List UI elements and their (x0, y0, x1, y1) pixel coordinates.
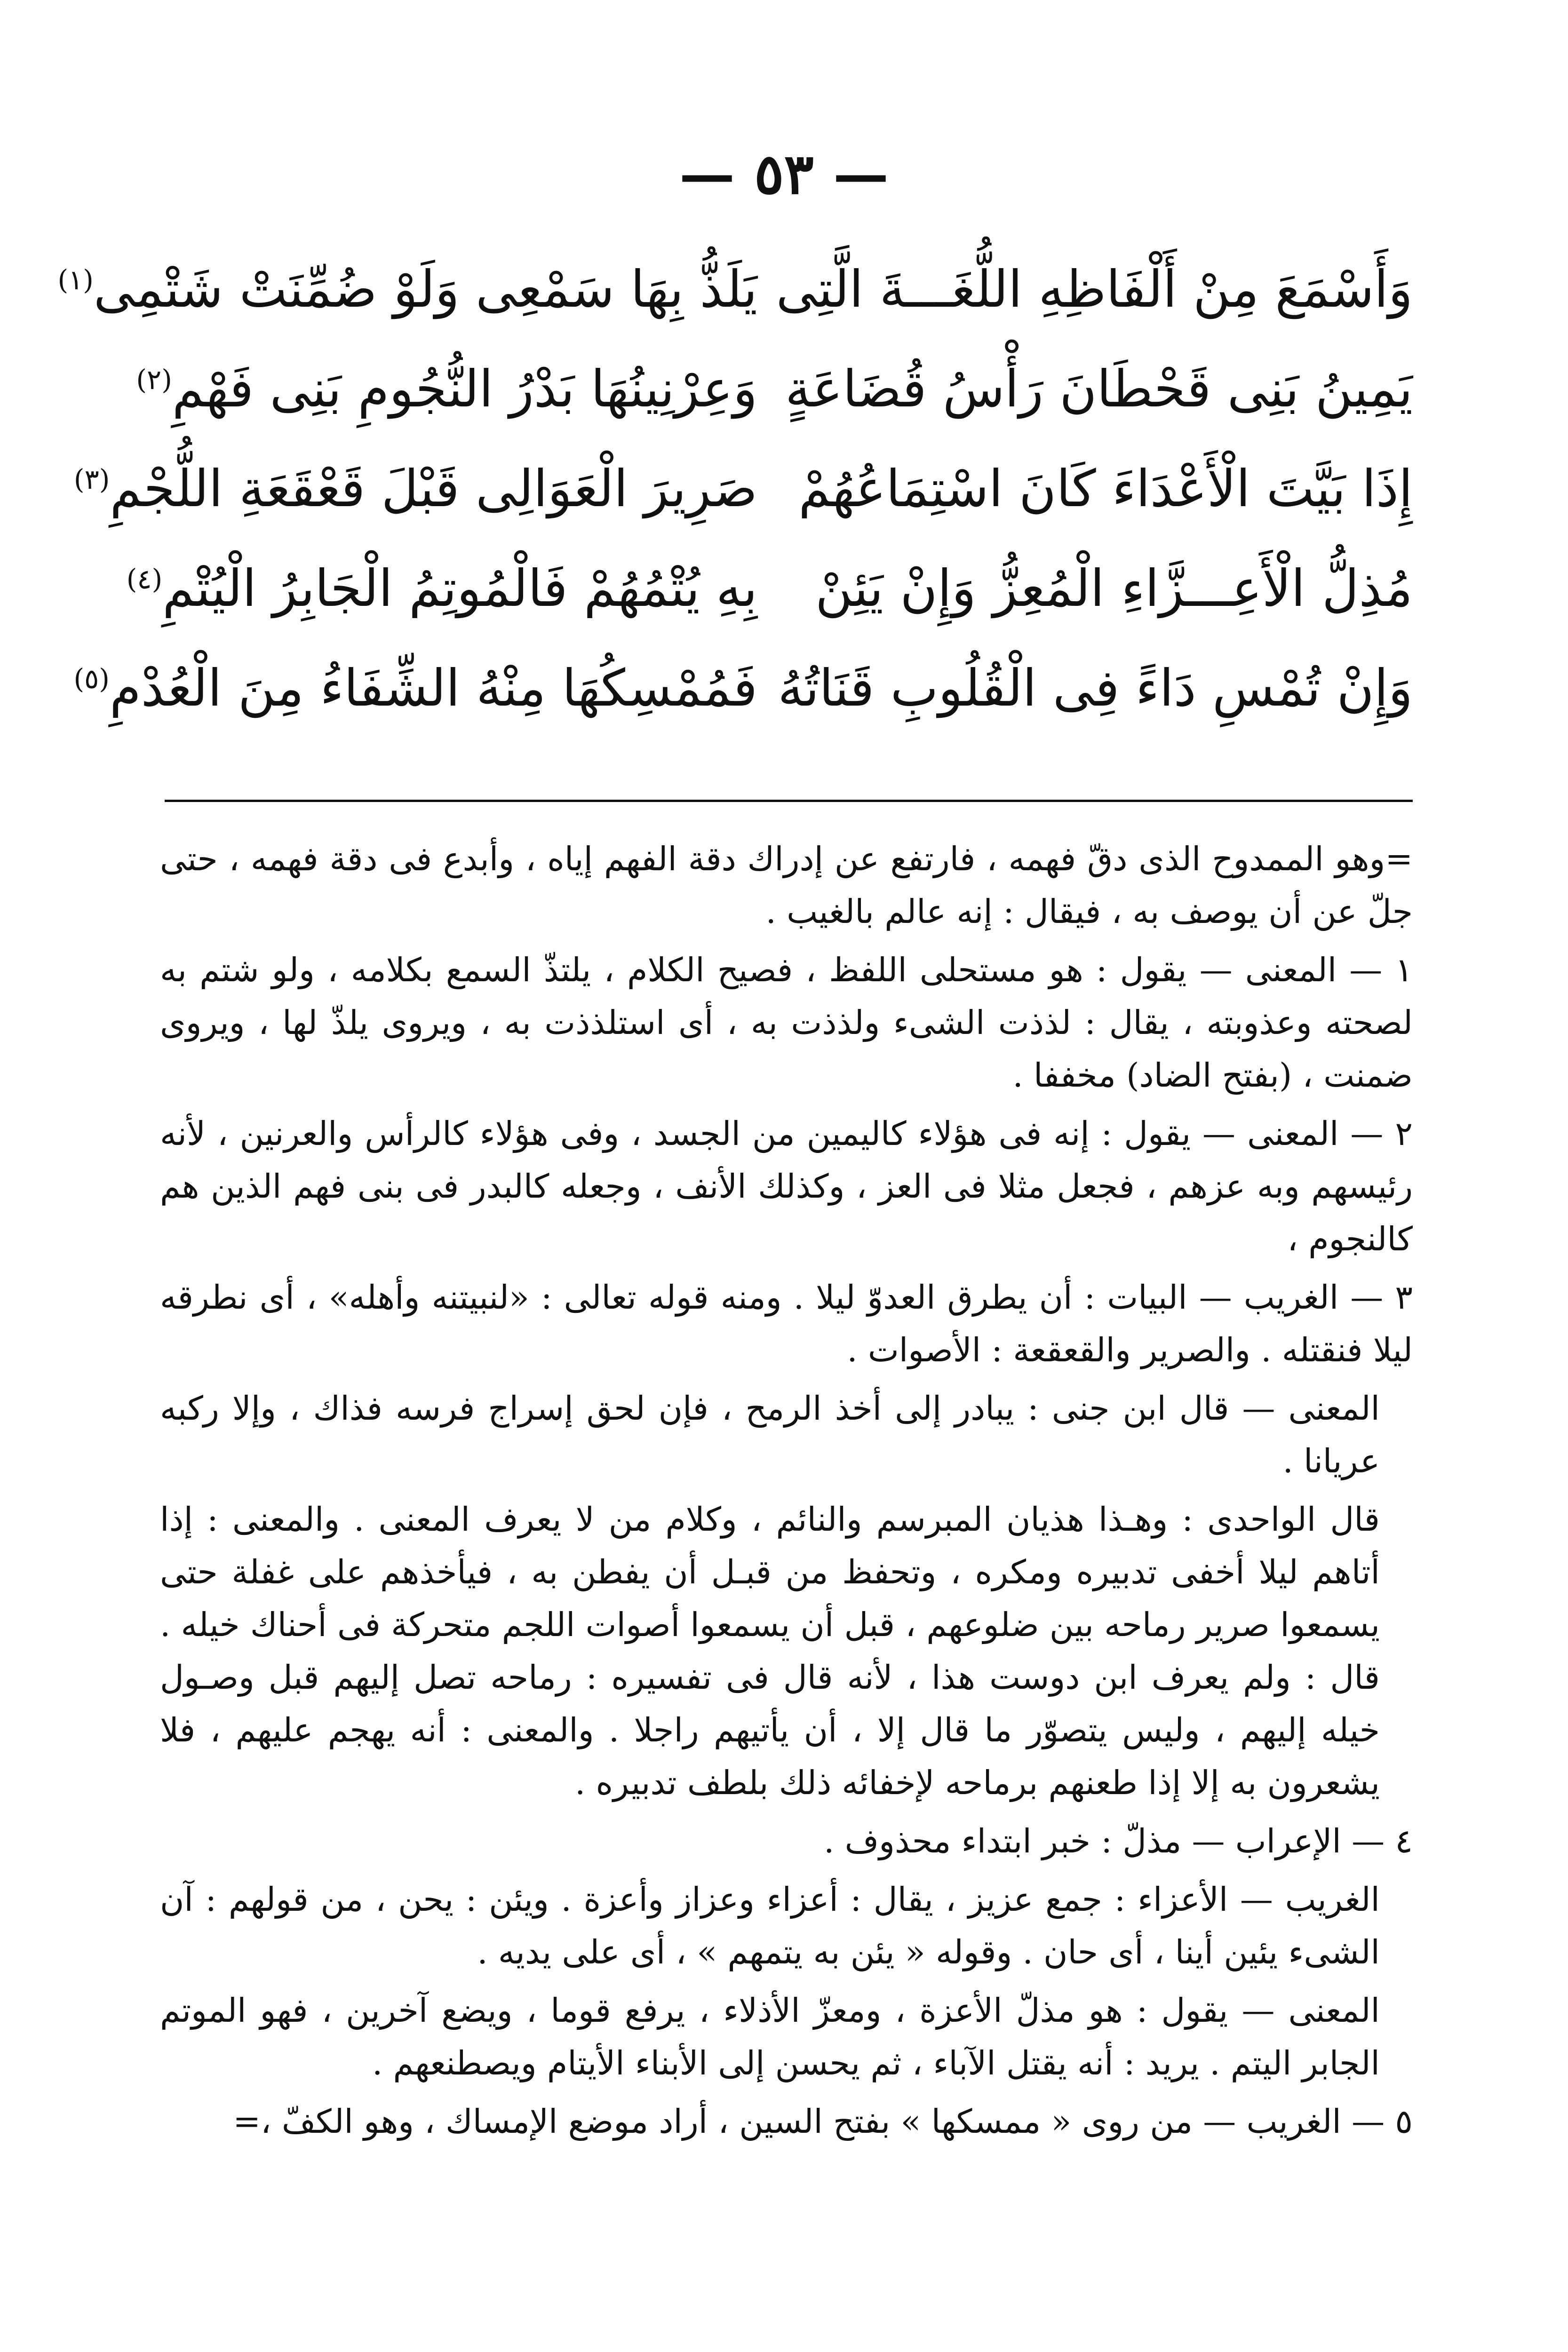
poem-block (57, 240, 1413, 739)
verse-first-hemistich: إِذَا بَيَّتَ الْأَعْدَاءَ كَانَ اسْتِمَاعُهُمْ (798, 460, 1413, 519)
hemistich-text: صَرِيرَ الْعَوَالِى قَبْلَ قَعْقَعَةِ اللُّجْمِ (110, 460, 757, 519)
verse-first-hemistich: وَإِنْ تُمْسِ دَاءً فِى الْقُلُوبِ قَنَاتُهُ (778, 659, 1413, 718)
footnote-marker: (١) (57, 264, 94, 296)
footnote-marker: (٤) (126, 563, 163, 596)
verse-second-hemistich (57, 259, 757, 320)
commentary-paragraph: ٤ — الإعراب — مذلّ : خبر ابتداء محذوف . (824, 1822, 1413, 1860)
footnote-marker: (٢) (136, 364, 172, 396)
separator-line (165, 800, 1413, 802)
verse-first-hemistich: يَمِينُ بَنِى قَحْطَانَ رَأْسُ قُضَاعَةٍ (785, 360, 1413, 419)
footnote-marker: (٥) (73, 663, 110, 695)
verse-second-hemistich (73, 459, 757, 520)
commentary-paragraph: ٢ — المعنى — يقول : إنه فى هؤلاء كاليمين من الجسد ، وفى هؤلاء كالرأس والعرنين ، لأنه رئيسهم وبه عزهم ، فجعل مثلا فى العز ، وكذلك الأنف ، وجعله كالبدر فى بنى فهم الذين هم كالنجوم ، (160, 1114, 1413, 1258)
poem-verse (136, 340, 1413, 439)
verse-second-hemistich (126, 558, 757, 620)
commentary-paragraph: الغريب — الأعزاء : جمع عزيز ، يقال : أعزاء وعزاز وأعزة . ويئن : يحن ، من قولهم : آن الشىء يئين أينا ، أى حان . وقوله « يئن به يتمهم » ، أى على يديه . (160, 1880, 1380, 1971)
hemistich-text: يَلَذُّ بِهَا سَمْعِى وَلَوْ ضُمِّنَتْ شَتْمِى (93, 260, 757, 319)
poem-verse (73, 439, 1413, 539)
verse-first-hemistich: مُذِلُّ الْأَعِـــزَّاءِ الْمُعِزُّ وَإِنْ يَئِنْ (815, 559, 1413, 619)
commentary-paragraph: المعنى — يقول : هو مذلّ الأعزة ، ومعزّ الأذلاء ، يرفع قوما ، ويضع آخرين ، فهو الموتم الجابر اليتم . يريد : أنه يقتل الآباء ، ثم يحسن إلى الأبناء الأيتام ويصطنعهم . (160, 1991, 1380, 2082)
hemistich-text: فَمُمْسِكُهَا مِنْهُ الشِّفَاءُ مِنَ الْعُدْمِ (109, 659, 757, 718)
commentary-paragraph: ٣ — الغريب — البيات : أن يطرق العدوّ ليلا . ومنه قوله تعالى : «لنبيتنه وأهله» ، أى نطرقه ليلا فنقتله . والصرير والقعقعة : الأصوات . (160, 1278, 1413, 1369)
commentary-paragraph: قال الواحدى : وهـذا هذيان المبرسم والنائم ، وكلام من لا يعرف المعنى . والمعنى : إذا أتاهم ليلا أخفى تدبيره ومكره ، وتحفظ من قبـل أن يفطن به ، فيأخذهم على غفلة حتى يسمعوا صرير رماحه بين ضلوعهم ، قبل أن يسمعوا أصوات اللجم متحركة فى أحناك خيله . قال : ولم يعرف ابن دوست هذا ، لأنه قال فى تفسيره : رماحه تصل إليهم قبل وصـول خيله إليهم ، وليس يتصوّر ما قال إلا ، أن يأتيهم راجلا . والمعنى : أنه يهجم عليهم ، فلا يشعرون به إلا إذا طعنهم برماحه لإخفائه ذلك بلطف تدبيره . (160, 1500, 1380, 1802)
commentary-paragraph: =وهو الممدوح الذى دقّ فهمه ، فارتفع عن إدراك دقة الفهم إياه ، وأبدع فى دقة فهمه ، حتى جلّ عن أن يوصف به ، فيقال : إنه عالم بالغيب . (160, 840, 1413, 931)
poem-verse (126, 539, 1413, 639)
verse-second-hemistich (73, 658, 757, 719)
poem-verse (57, 240, 1413, 340)
page-number: — ٥٣ — (679, 141, 889, 207)
commentary-paragraph: ١ — المعنى — يقول : هو مستحلى اللفظ ، فصيح الكلام ، يلتذّ السمع بكلامه ، ولو شتم به لصحته وعذوبته ، يقال : لذذت الشىء ولذذت به ، أى استلذذت به ، ويروى يلذّ لها ، ويروى ضمنت ، (بفتح الضاد) مخففا . (160, 951, 1413, 1095)
commentary-paragraph: المعنى — قال ابن جنى : يبادر إلى أخذ الرمح ، فإن لحق إسراج فرسه فذاك ، وإلا ركبه عريانا . (160, 1389, 1380, 1480)
hemistich-text: وَعِرْنِينُهَا بَدْرُ النُّجُومِ بَنِى فَهْمِ (172, 360, 757, 419)
commentary-paragraph: ٥ — الغريب — من روى « ممسكها » بفتح السين ، أراد موضع الإمساك ، وهو الكفّ ،= (233, 2102, 1413, 2141)
footnote-marker: (٣) (73, 463, 110, 496)
commentary-block (160, 833, 1413, 2153)
verse-second-hemistich (136, 359, 757, 420)
hemistich-text: بِهِ يُتْمُهُمْ فَالْمُوتِمُ الْجَابِرُ الْيُتْمِ (162, 559, 757, 619)
verse-first-hemistich: وَأَسْمَعَ مِنْ أَلْفَاظِهِ اللُّغَـــةَ الَّتِى (776, 260, 1413, 319)
poem-verse (73, 639, 1413, 739)
